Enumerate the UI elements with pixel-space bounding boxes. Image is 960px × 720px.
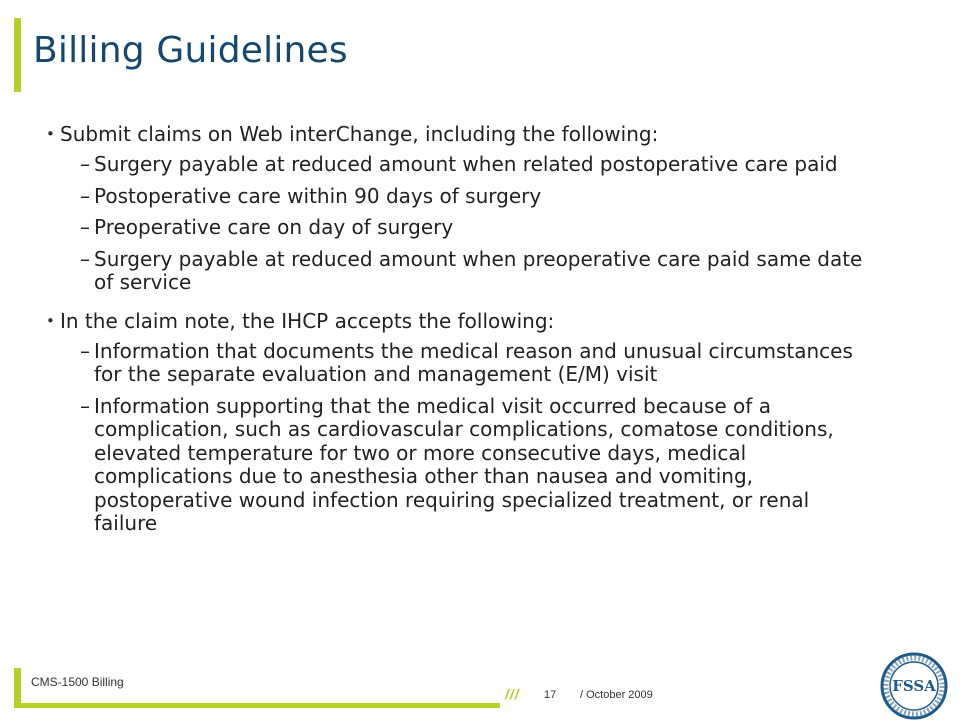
section-claims (46, 122, 876, 295)
page-number: 17 (544, 689, 557, 701)
fssa-seal-icon (880, 652, 948, 720)
sub-list (46, 340, 876, 536)
svg-text:FSSA: FSSA (892, 677, 936, 695)
list-item: – Surgery payable at reduced amount when related postoperative care paid (80, 152, 838, 176)
section-claim-note (46, 309, 876, 536)
slide-body (46, 122, 876, 550)
sub-list (46, 153, 876, 295)
footer-label: CMS-1500 Billing (31, 675, 124, 689)
slide-title: Billing Guidelines (33, 30, 348, 71)
bullet-text: • In the claim note, the IHCP accepts the following: (46, 309, 876, 334)
title-accent-bar (14, 18, 21, 92)
list-item: – Postoperative care within 90 days of surgery (80, 183, 542, 208)
list-item: – Information supporting that the medical visit occurred because of a complication, such as cardiovascular complications, comatose conditions, elevated temperature for two or more consecutive days, medical complications due to anesthesia other than nausea and vomiting, postoperative wound infection requiring specialized treatment, or renal failure (80, 393, 834, 535)
footer-slashes: /// (505, 686, 520, 702)
footer-accent-bar (14, 668, 21, 708)
list-item: – Information that documents the medical reason and unusual circumstances for the separate evaluation and management (E/M) visit (80, 338, 853, 386)
bullet-text: • Submit claims on Web interChange, including the following: (46, 122, 876, 147)
list-item: – Preoperative care on day of surgery (80, 215, 454, 239)
footer-accent-line (14, 703, 500, 708)
footer-date: / October 2009 (580, 689, 653, 701)
list-item: – Surgery payable at reduced amount when preoperative care paid same date of service (80, 246, 863, 294)
